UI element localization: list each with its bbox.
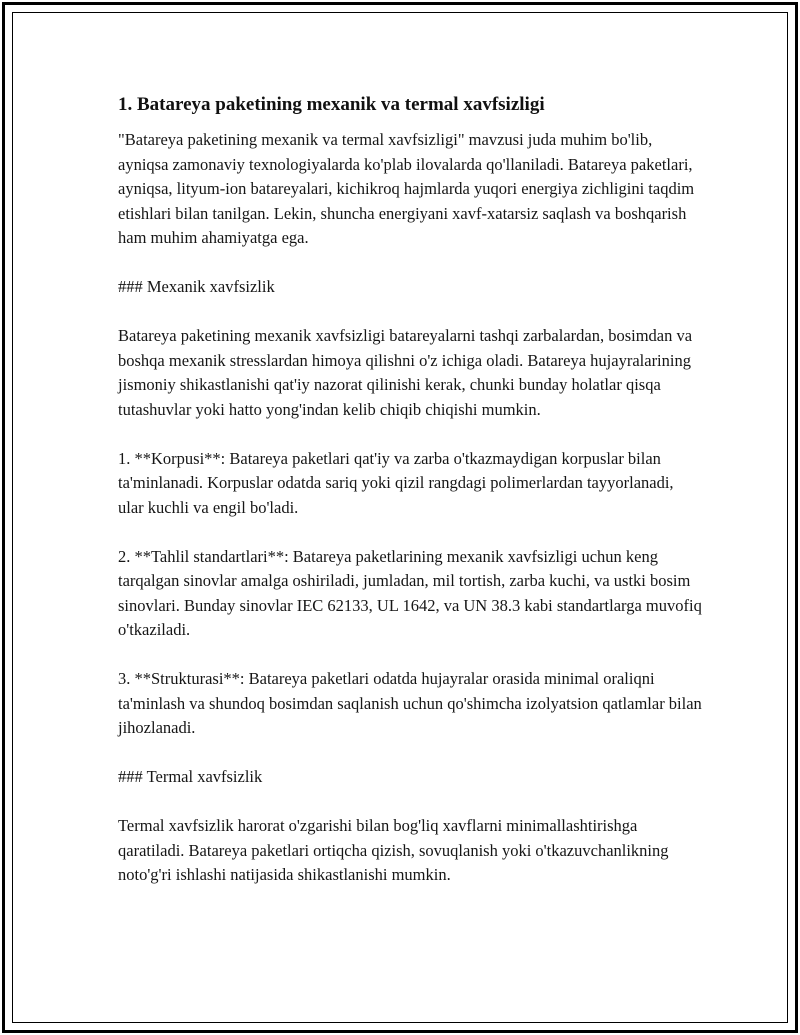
- document-body: [118, 92, 703, 912]
- mechanical-safety-paragraph: Batareya paketining mexanik xavfsizligi batareyalarni tashqi zarbalardan, bosimdan va boshqa mexanik stresslardan himoya qilishni o'z ichiga oladi. Batareya hujayralarining jismoniy shikastlanishi qat'iy nazorat qilinishi kerak, chunki bunday holatlar qisqa tutashuvlar yoki hatto yong'indan kelib chiqib chiqishi mumkin.: [118, 326, 693, 419]
- intro-paragraph: "Batareya paketining mexanik va termal xavfsizligi" mavzusi juda muhim bo'lib, ayniqsa zamonaviy texnologiyalarda ko'plab ilovalarda qo'llaniladi. Batareya paketlari, ayniqsa, lityum-ion batareyalari, kichikroq hajmlarda yuqori energiya zichligini taqdim etishlari bilan tanilgan. Lekin, shuncha energiyani xavf-xatarsiz saqlash va boshqarish ham muhim ahamiyatga ega.: [118, 130, 695, 247]
- list-item-test-standards: 2. **Tahlil standartlari**: Batareya paketlarining mexanik xavfsizligi uchun keng tarqalgan sinovlar amalga oshiriladi, jumladan, mil tortish, zarba kuchi, va ustki bosim sinovlari. Bunday sinovlar IEC 62133, UL 1642, va UN 38.3 kabi standartlarga muvofiq o'tkaziladi.: [118, 546, 702, 639]
- mechanical-safety-heading: ### Mexanik xavfsizlik: [118, 277, 275, 296]
- list-item-housing: 1. **Korpusi**: Batareya paketlari qat'iy va zarba o'tkazmaydigan korpuslar bilan ta'minlanadi. Korpuslar odatda sariq yoki qizil rangdagi polimerlardan tayyorlanadi, ular kuchli va engil bo'ladi.: [118, 448, 674, 517]
- thermal-safety-paragraph: Termal xavfsizlik harorat o'zgarishi bilan bog'liq xavflarni minimallashtirishga qaratiladi. Batareya paketlari ortiqcha qizish, sovuqlanish yoki o'tkazuvchanlikning noto'g'ri ishlashi natijasida shikastlanishi mumkin.: [118, 816, 669, 884]
- thermal-safety-heading: ### Termal xavfsizlik: [118, 767, 263, 786]
- document-title: 1. Batareya paketining mexanik va termal xavfsizligi: [118, 94, 545, 115]
- list-item-structure: 3. **Strukturasi**: Batareya paketlari odatda hujayralar orasida minimal oraliqni ta'minlash va shundoq bosimdan saqlanish uchun qo'shimcha izolyatsion qatlamlar bilan jihozlanadi.: [118, 669, 702, 737]
